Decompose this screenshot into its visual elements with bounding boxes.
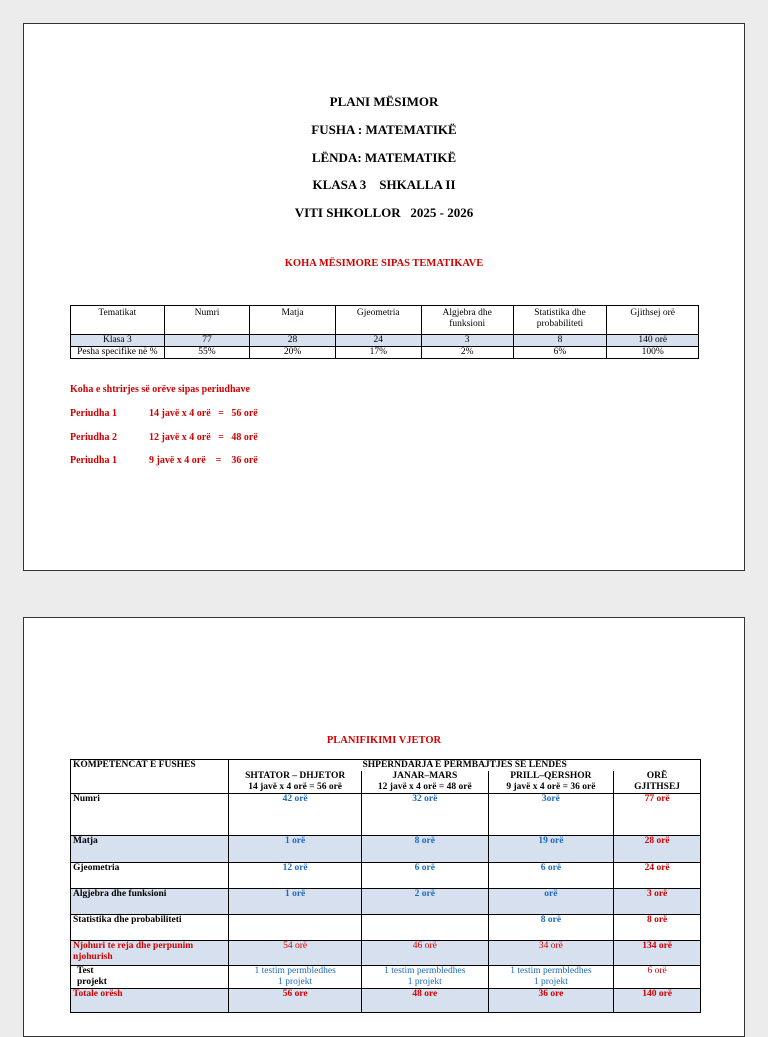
hours-cell (229, 966, 362, 989)
hours-cell: 8 orë (488, 915, 614, 941)
plan-title: PLANI MËSIMOR (329, 94, 439, 109)
table-cell: 77 (164, 335, 250, 347)
annual-plan-table (70, 759, 701, 1013)
distribution-title: Koha e shtrirjes së orëve sipas periudhave (70, 384, 250, 395)
period-header-sub: 14 javë x 4 orë = 56 orë (248, 782, 343, 792)
period-header-name: JANAR–MARS (392, 771, 458, 781)
hours-cell: 42 orë (229, 794, 362, 836)
hours-cell: 46 orë (362, 941, 489, 966)
hours-cell (229, 915, 362, 941)
competence-label: Totale orësh (71, 989, 229, 1013)
class-line: KLASA 3 SHKALLA II (312, 177, 456, 192)
table-cell: 3 (421, 335, 513, 347)
subject-line: LËNDA: MATEMATIKË (311, 150, 457, 165)
table-cell: Pesha specifike në % (71, 347, 165, 359)
table-cell: 17% (335, 347, 421, 359)
table-row (71, 794, 701, 836)
table-cell: 28 (250, 335, 336, 347)
table-row (71, 915, 701, 941)
hours-cell: 34 orë (488, 941, 614, 966)
table-header-row (71, 306, 699, 335)
header-cell: Gjeometria (335, 306, 421, 335)
hours-cell: 19 orë (488, 836, 614, 863)
header-cell: Tematikat (71, 306, 165, 335)
hours-cell: 2 orë (362, 889, 489, 915)
hours-cell (362, 966, 489, 989)
table-cell: 8 (513, 335, 607, 347)
document-page-1 (23, 23, 745, 571)
total-cell: 140 orë (614, 989, 701, 1013)
period-line (70, 408, 370, 422)
total-header-line: GJITHSEJ (634, 782, 681, 792)
header-cell: Gjithsej orë (607, 306, 699, 335)
thematic-hours-table (70, 305, 699, 359)
period-header-sub: 9 javë x 4 orë = 36 orë (506, 782, 596, 792)
hours-cell: 54 orë (229, 941, 362, 966)
hours-cell: 56 ore (229, 989, 362, 1013)
label-line: Test (77, 966, 94, 976)
header-cell: Matja (250, 306, 336, 335)
period-header-name: PRILL–QERSHOR (510, 771, 592, 781)
hours-cell: 6 orë (362, 863, 489, 889)
competence-label: Gjeometria (71, 863, 229, 889)
period-name: Periudha 2 (70, 432, 117, 443)
cell-line: 1 projekt (407, 977, 442, 987)
competences-header: KOMPETENCAT E FUSHËS (71, 760, 229, 794)
total-cell: 3 orë (614, 889, 701, 915)
hours-cell: 36 ore (488, 989, 614, 1013)
competence-label: Statistika dhe probabiliteti (71, 915, 229, 941)
table-cell: 100% (607, 347, 699, 359)
table-row (71, 836, 701, 863)
hours-cell: 8 orë (362, 836, 489, 863)
period-calc: 14 javë x 4 orë = 56 orë (149, 408, 258, 419)
period-calc: 12 javë x 4 orë = 48 orë (149, 432, 258, 443)
competence-label: Numri (71, 794, 229, 836)
table-cell: 20% (250, 347, 336, 359)
hours-cell (488, 966, 614, 989)
cell-line: 1 testim permbledhes (510, 966, 592, 976)
period-header (229, 771, 362, 794)
hours-cell (362, 915, 489, 941)
cell-line: 1 projekt (278, 977, 313, 987)
hours-cell: 3orë (488, 794, 614, 836)
document-page-2 (23, 617, 745, 1037)
hours-cell: 32 orë (362, 794, 489, 836)
header-cell: Numri (164, 306, 250, 335)
hours-cell: 1 orë (229, 836, 362, 863)
section-title: KOHA MËSIMORE SIPAS TEMATIKAVE (284, 258, 484, 269)
table-row (71, 989, 701, 1013)
table-cell: 2% (421, 347, 513, 359)
table-cell: Klasa 3 (71, 335, 165, 347)
header-cell: Statistika dhe probabiliteti (513, 306, 607, 335)
field-line: FUSHA : MATEMATIKË (311, 122, 457, 137)
table-row (71, 347, 699, 359)
table-cell: 24 (335, 335, 421, 347)
period-name: Periudha 1 (70, 408, 117, 419)
hours-cell: 6 orë (488, 863, 614, 889)
table-cell: 55% (164, 347, 250, 359)
cell-line: 1 testim permbledhes (384, 966, 466, 976)
period-name: Periudha 1 (70, 455, 117, 466)
period-line (70, 455, 370, 469)
hours-cell: 1 orë (229, 889, 362, 915)
total-cell: 28 orë (614, 836, 701, 863)
annual-plan-title: PLANIFIKIMI VJETOR (326, 735, 442, 746)
table-cell: 6% (513, 347, 607, 359)
table-row (71, 335, 699, 347)
table-header-row (71, 760, 701, 772)
total-header-line: ORË (646, 771, 668, 781)
hours-cell: 12 orë (229, 863, 362, 889)
total-cell: 6 orë (614, 966, 701, 989)
hours-cell: orë (488, 889, 614, 915)
competence-label: Algjebra dhe funksioni (71, 889, 229, 915)
competence-label: Njohuri te reja dhe perpunim njohurish (71, 941, 229, 966)
total-cell: 24 orë (614, 863, 701, 889)
total-cell: 134 orë (614, 941, 701, 966)
table-row (71, 863, 701, 889)
table-row (71, 941, 701, 966)
label-line: projekt (77, 977, 107, 987)
header-cell: Algjebra dhe funksioni (421, 306, 513, 335)
school-year-line: VITI SHKOLLOR 2025 - 2026 (294, 205, 474, 220)
total-header (614, 771, 701, 794)
table-row (71, 966, 701, 989)
distribution-header: SHPËRNDARJA E PËRMBAJTJES SË LËNDËS (229, 760, 701, 772)
total-cell: 8 orë (614, 915, 701, 941)
period-header-sub: 12 javë x 4 orë = 48 orë (377, 782, 472, 792)
period-header-name: SHTATOR – DHJETOR (245, 771, 346, 781)
period-header (488, 771, 614, 794)
cell-line: 1 projekt (533, 977, 568, 987)
period-line (70, 432, 370, 446)
competence-label: Matja (71, 836, 229, 863)
table-cell: 140 orë (607, 335, 699, 347)
table-row (71, 889, 701, 915)
competence-label (71, 966, 229, 989)
period-calc: 9 javë x 4 orë = 36 orë (149, 455, 258, 466)
total-cell: 77 orë (614, 794, 701, 836)
cell-line: 1 testim permbledhes (254, 966, 336, 976)
period-header (362, 771, 489, 794)
hours-cell: 48 ore (362, 989, 489, 1013)
